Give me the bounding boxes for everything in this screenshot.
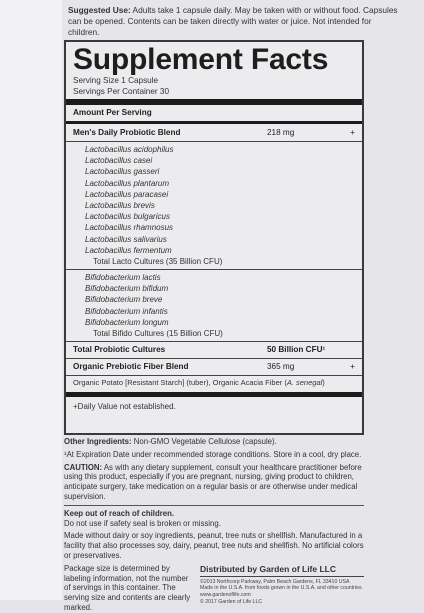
strain-item: Lactobacillus salivarius	[85, 234, 167, 244]
strain-item: Bifidobacterium lactis	[85, 273, 161, 283]
bifido-list	[73, 270, 355, 328]
total-probiotic-amount: 50 Billion CFU¹	[267, 345, 326, 355]
strain-item: Lactobacillus gasseri	[85, 167, 160, 177]
fiber-row	[73, 359, 355, 375]
strain-item: Lactobacillus brevis	[85, 201, 155, 211]
divider-line	[64, 505, 364, 506]
strain-item: Lactobacillus acidophilus	[85, 145, 174, 154]
expiration-note: ¹At Expiration Date under recommended storage conditions. Store in a cool, dry place.	[64, 449, 362, 459]
fiber-ingredients-species: A. senegal	[286, 378, 323, 388]
blend-row	[73, 124, 355, 141]
suggested-use-label: Suggested Use:	[68, 5, 131, 15]
strain-item: Lactobacillus paracasei	[85, 189, 169, 199]
fiber-ingredients-close: )	[322, 378, 325, 388]
blend-dv: +	[350, 128, 355, 137]
supplement-facts-panel	[64, 40, 364, 435]
strain-item: Lactobacillus plantarum	[85, 178, 170, 188]
amount-per-serving	[73, 105, 355, 121]
keep-out-text: Keep out of reach of children.	[64, 508, 175, 518]
other-ingredients-text: Non-GMO Vegetable Cellulose (capsule).	[131, 437, 277, 446]
distributor-block	[200, 564, 364, 613]
panel-title: Supplement Facts	[73, 43, 329, 76]
strain-item: Bifidobacterium longum	[85, 317, 169, 327]
distributor-address: ©2013 Northcorp Parkway, Palm Beach Gardens, FL 33410 USA	[200, 578, 350, 585]
fiber-ingredients	[73, 376, 355, 390]
caution-label: CAUTION:	[64, 462, 103, 472]
caution	[64, 463, 364, 502]
suggested-use	[68, 5, 398, 38]
strain-item: Bifidobacterium breve	[85, 295, 163, 305]
package-note: Package size is determined by labeling information, not the number of servings in this container. The serving size and contents are clearly marked.	[64, 563, 191, 612]
dv-note: +Daily Value not established.	[73, 402, 176, 412]
blend-name: Men's Daily Probiotic Blend	[73, 128, 181, 137]
fiber-amount: 365 mg	[267, 362, 295, 372]
suggested-use-text: Adults take 1 capsule daily. May be taken with or without food. Capsules can be opened. Contents can be taken directly with water or juice. Not intended for children.	[68, 5, 398, 37]
fiber-dv: +	[350, 362, 355, 372]
distributor-name: Distributed by Garden of Life LLC	[200, 564, 364, 577]
other-ingredients	[64, 437, 364, 447]
strain-item: Lactobacillus bulgaricus	[85, 212, 170, 222]
other-ingredients-label: Other Ingredients:	[64, 437, 132, 446]
strain-item: Bifidobacterium infantis	[85, 306, 168, 316]
fiber-name: Organic Prebiotic Fiber Blend	[73, 362, 189, 372]
amount-per-serving-label: Amount Per Serving	[73, 108, 152, 117]
caution-text: As with any dietary supplement, consult your healthcare practitioner before using this product, especially if you are pregnant, nursing, giving product to children, anticipate surgery, take medication on a regular basis or are otherwise under medical supervision.	[64, 462, 362, 501]
blend-amount: 218 mg	[267, 128, 295, 137]
label-left-margin	[0, 0, 62, 600]
seal-warning: Do not use if safety seal is broken or missing.	[64, 518, 221, 528]
strain-item: Lactobacillus rhamnosus	[85, 223, 174, 233]
servings-per-container: Servings Per Container 30	[73, 86, 170, 96]
total-probiotic-row	[73, 342, 355, 358]
keep-out-warning	[64, 509, 364, 519]
allergen-statement: Made without dairy or soy ingredients, peanut, tree nuts or shellfish. Manufactured in a facility that also processes soy, dairy, peanut, tree nuts and shellfish. No artificial colors or preservatives.	[64, 531, 364, 560]
lacto-list	[73, 142, 355, 256]
serving-size: Serving Size 1 Capsule	[73, 76, 159, 85]
strain-item: Bifidobacterium bifidum	[85, 284, 169, 294]
made-in: Made in the U.S.A. from foods grown in the U.S.A. and other countries. www.gardenoflife.com	[200, 585, 363, 598]
fiber-ingredients-text: Organic Potato [Resistant Starch] (tuber), Organic Acacia Fiber (	[73, 378, 287, 388]
total-lacto: Total Lacto Cultures (35 Billion CFU)	[93, 257, 223, 267]
strain-item: Lactobacillus fermentum	[85, 245, 172, 255]
total-bifido: Total Bifido Cultures (15 Billion CFU)	[93, 329, 223, 339]
copyright: © 2017 Garden of Life LLC	[200, 598, 263, 605]
footer	[64, 564, 364, 613]
bottom-info	[64, 437, 364, 613]
total-probiotic-name: Total Probiotic Cultures	[73, 345, 166, 355]
strain-item: Lactobacillus casei	[85, 156, 153, 166]
